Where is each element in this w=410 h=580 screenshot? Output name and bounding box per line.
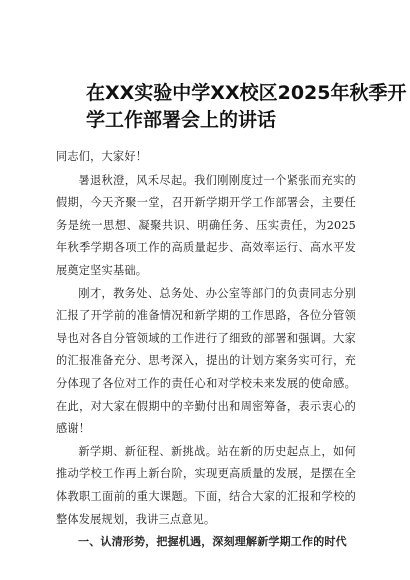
paragraph-3: 新学期、新征程、新挑战。站在新的历史起点上，如何推动学校工作再上新台阶，实现更高质量的发展，是摆在全体教职工面前的重大课题。下面，结合大家的汇报和学校的整体发展规划，我讲三点意见。: [56, 444, 356, 526]
paragraph-1: 暑退秋澄，风禾尽起。我们刚刚度过一个紧张而充实的假期，今天齐聚一堂，召开新学期开学工作部署会，主要任务是统一思想、凝聚共识、明确任务、压实责任，为2025年秋季学期各项工作的高质量起步、高效率运行、高水平发展奠定坚实基础。: [56, 173, 356, 277]
paragraph-2: 刚才，教务处、总务处、办公室等部门的负责同志分别汇报了开学前的准备情况和新学期的工作思路，各位分管领导也对各自分管领域的工作进行了细致的部署和强调。大家的汇报准备充分、思考深入，提出的计划方案务实可行，充分体现了各位对工作的责任心和对学校未来发展的使命感。在此，对大家在假期中的辛勤付出和周密筹备，表示衷心的感谢！: [56, 286, 356, 436]
title-line-2: 学工作部署会上的讲话: [86, 109, 277, 131]
document-title: [0, 80, 410, 134]
greeting: 同志们，大家好！: [56, 150, 148, 163]
section-heading: 一、认清形势，把握机遇，深刻理解新学期工作的时代: [78, 535, 347, 549]
title-line-1: 在XX实验中学XX校区2025年秋季开: [86, 82, 407, 104]
document-body: [56, 146, 356, 554]
